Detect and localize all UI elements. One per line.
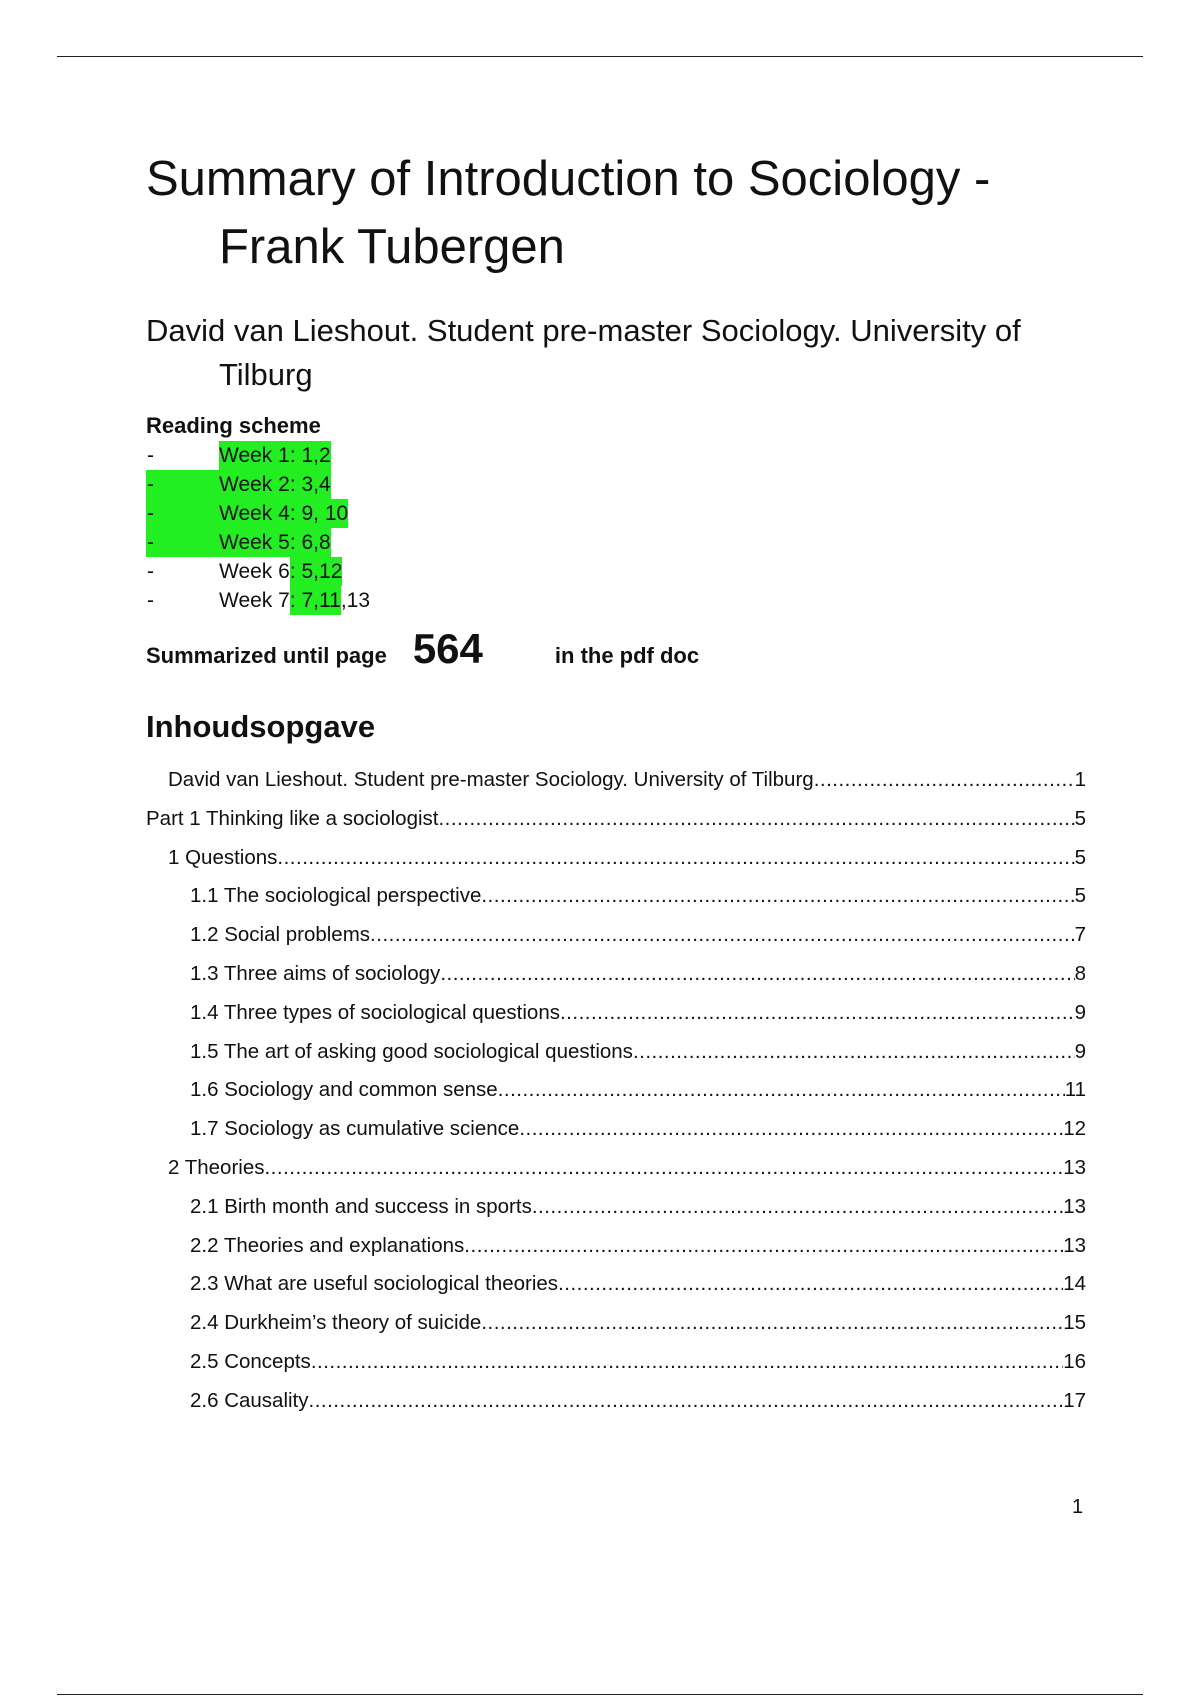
toc-entry-title: 2.3 What are useful sociological theories (190, 1272, 559, 1296)
toc-leader-dots (519, 1110, 1063, 1149)
toc-entry-page: 11 (1064, 1078, 1086, 1102)
toc-entry-title: 1.2 Social problems (190, 923, 371, 947)
toc-entry-page: 7 (1074, 923, 1086, 947)
toc-leader-dots (560, 994, 1075, 1033)
toc-entry-page: 17 (1063, 1388, 1086, 1412)
toc-heading: Inhoudsopgave (146, 709, 376, 744)
toc-entry[interactable] (146, 1382, 1086, 1421)
toc-leader-dots (438, 800, 1074, 839)
toc-leader-dots (311, 1343, 1063, 1382)
scheme-item-week-5 (146, 528, 1086, 557)
toc-entry-title: 2.4 Durkheim’s theory of suicide (190, 1311, 482, 1335)
toc-leader-dots (532, 1188, 1063, 1227)
toc-leader-dots (558, 1265, 1063, 1304)
list-bullet: - (146, 499, 219, 528)
summarized-page-number: 564 (412, 625, 483, 672)
toc-entry-page: 13 (1063, 1194, 1086, 1218)
toc-entry-page: 5 (1074, 806, 1086, 830)
list-bullet: - (147, 444, 154, 467)
summarized-until (146, 625, 1086, 673)
toc-entry[interactable] (146, 1033, 1086, 1072)
table-of-contents (146, 761, 1086, 1421)
toc-entry-title: 1.1 The sociological perspective (190, 884, 482, 908)
toc-leader-dots (481, 877, 1074, 916)
toc-entry-page: 9 (1074, 1039, 1086, 1063)
toc-entry-title: 2 Theories (168, 1155, 265, 1179)
toc-entry-title: Part 1 Thinking like a sociologist (146, 806, 439, 830)
list-bullet: - (147, 560, 154, 583)
toc-entry[interactable] (146, 955, 1086, 994)
toc-leader-dots (464, 1227, 1063, 1266)
scheme-item-week-4 (146, 499, 1086, 528)
reading-scheme-heading: Reading scheme (146, 413, 321, 438)
scheme-plain-text: Week 7 (219, 589, 290, 612)
list-bullet: - (147, 589, 154, 612)
toc-entry[interactable] (146, 1265, 1086, 1304)
toc-entry-title: 1.4 Three types of sociological questions (190, 1000, 560, 1024)
title-line-1: Summary of Introduction to Sociology - (146, 152, 991, 206)
toc-entry[interactable] (146, 1110, 1086, 1149)
toc-entry[interactable] (146, 916, 1086, 955)
toc-entry-title: 1.5 The art of asking good sociological questions (190, 1039, 633, 1063)
toc-entry-title: 2.1 Birth month and success in sports (190, 1194, 532, 1218)
toc-entry[interactable] (146, 1304, 1086, 1343)
toc-entry-title: David van Lieshout. Student pre-master Sociology. University of Tilburg (168, 768, 814, 791)
scheme-highlighted-text: Week 1: 1,2 (219, 441, 331, 470)
toc-entry-title: 1.7 Sociology as cumulative science (190, 1117, 520, 1141)
scheme-highlighted-text: : 5,12 (290, 557, 343, 586)
scheme-highlighted-text: Week 2: 3,4 (219, 470, 331, 499)
document-subtitle (146, 309, 1086, 397)
toc-entry-page: 12 (1063, 1117, 1086, 1141)
toc-entry-title: 2.6 Causality (190, 1388, 309, 1412)
toc-leader-dots (309, 1382, 1064, 1421)
toc-entry-title: 2.2 Theories and explanations (190, 1233, 465, 1257)
toc-entry[interactable] (146, 761, 1086, 800)
reading-scheme-list (146, 441, 1086, 615)
subtitle-line-2: Tilburg (219, 357, 313, 392)
toc-entry-title: 1 Questions (168, 845, 278, 869)
scheme-item-week-2 (146, 470, 1086, 499)
toc-leader-dots (440, 955, 1074, 994)
document-title (146, 145, 1086, 281)
page-content (146, 145, 1086, 1421)
scheme-highlighted-text: : 7,11 (290, 586, 341, 615)
toc-leader-dots (498, 1071, 1065, 1110)
toc-entry[interactable] (146, 1188, 1086, 1227)
title-line-2: Frank Tubergen (219, 220, 565, 274)
toc-entry-page: 8 (1074, 961, 1086, 985)
toc-entry-title: 2.5 Concepts (190, 1349, 311, 1373)
scheme-highlighted-text: Week 5: 6,8 (219, 528, 331, 557)
toc-leader-dots (633, 1033, 1075, 1072)
scheme-item-week-7 (146, 586, 1086, 615)
toc-leader-dots (481, 1304, 1063, 1343)
toc-entry-title: 1.3 Three aims of sociology (190, 961, 441, 985)
toc-entry[interactable] (146, 1149, 1086, 1188)
toc-leader-dots (264, 1149, 1063, 1188)
page-number: 1 (1072, 1496, 1084, 1518)
bottom-rule (57, 1694, 1143, 1695)
toc-entry-page: 15 (1063, 1311, 1086, 1335)
toc-entry-page: 16 (1063, 1349, 1086, 1373)
scheme-highlighted-text: Week 4: 9, 10 (219, 499, 348, 528)
top-rule (57, 56, 1143, 57)
toc-entry-page: 13 (1063, 1233, 1086, 1257)
toc-entry[interactable] (146, 877, 1086, 916)
toc-entry-page: 9 (1074, 1000, 1086, 1024)
toc-entry-page: 14 (1063, 1272, 1086, 1296)
scheme-rest-text: ,13 (340, 589, 371, 612)
summarized-prefix: Summarized until page (146, 643, 387, 668)
toc-entry[interactable] (146, 1227, 1086, 1266)
list-bullet: - (146, 470, 219, 499)
scheme-item-week-1 (146, 441, 1086, 470)
toc-entry[interactable] (146, 1071, 1086, 1110)
toc-entry-page: 5 (1074, 884, 1086, 908)
toc-entry-page: 13 (1063, 1155, 1086, 1179)
toc-entry-page: 5 (1074, 845, 1086, 869)
toc-entry[interactable] (146, 839, 1086, 878)
list-bullet: - (146, 528, 219, 557)
summarized-suffix: in the pdf doc (554, 643, 700, 668)
toc-leader-dots (277, 839, 1074, 878)
toc-leader-dots (370, 916, 1075, 955)
toc-entry[interactable] (146, 994, 1086, 1033)
scheme-item-week-6 (146, 557, 1086, 586)
subtitle-line-1: David van Lieshout. Student pre-master Sociology. University of (146, 313, 1021, 348)
toc-entry[interactable] (146, 1343, 1086, 1382)
toc-leader-dots (814, 761, 1075, 800)
toc-entry[interactable] (146, 800, 1086, 839)
toc-entry-page: 1 (1074, 768, 1086, 791)
scheme-plain-text: Week 6 (219, 560, 290, 583)
toc-entry-title: 1.6 Sociology and common sense (190, 1078, 498, 1102)
